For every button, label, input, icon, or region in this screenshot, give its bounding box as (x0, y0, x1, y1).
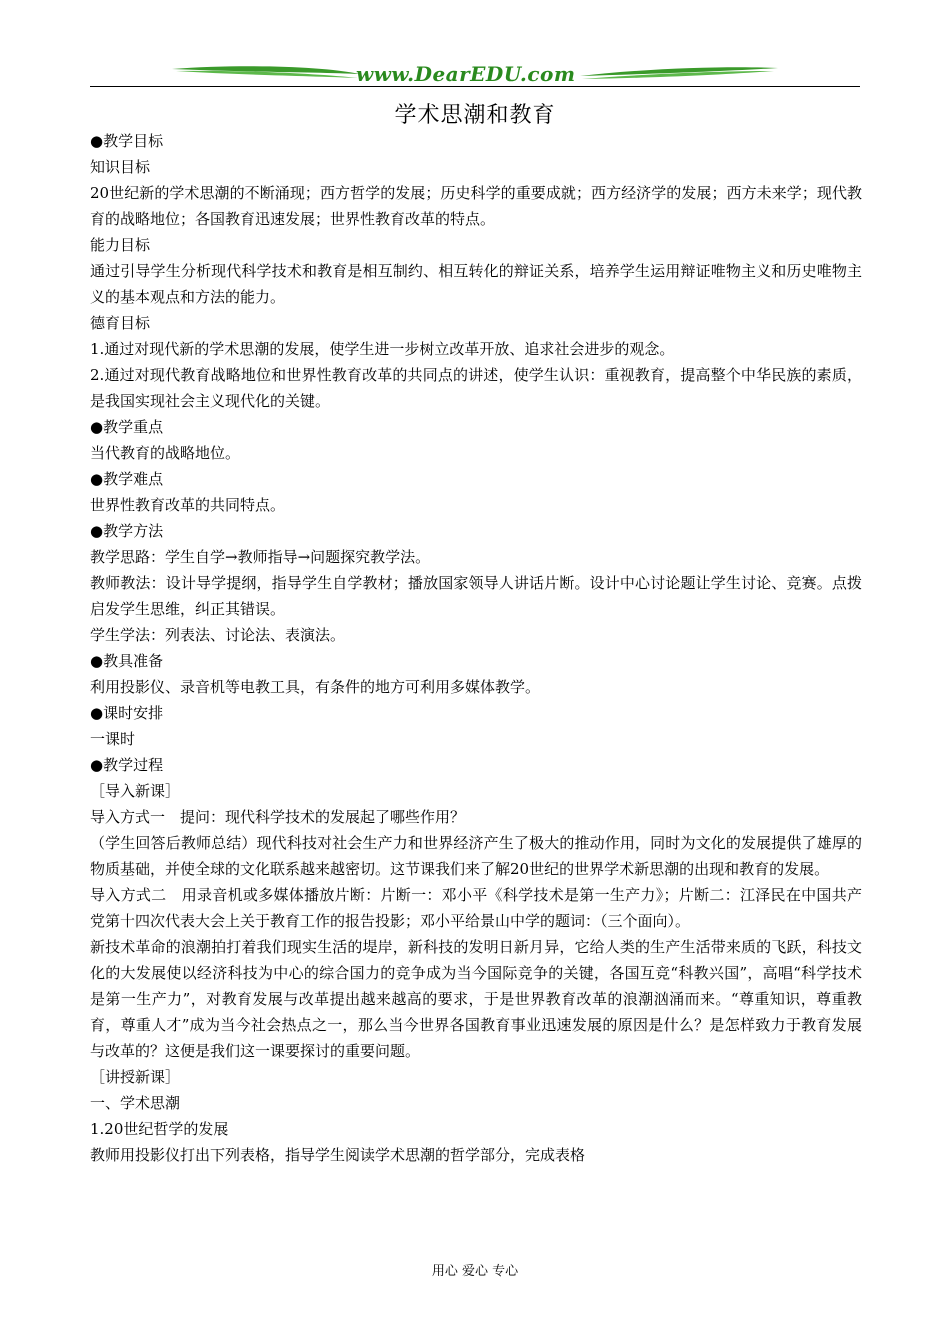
paragraph: 利用投影仪、录音机等电教工具，有条件的地方可利用多媒体教学。 (90, 678, 541, 696)
subheading-moral: 德育目标 (90, 314, 151, 332)
section-heading-difficulties: ●教学难点 (90, 470, 164, 488)
paragraph: 当代教育的战略地位。 (90, 444, 241, 462)
paragraph: 20世纪新的学术思潮的不断涌现；西方哲学的发展；历史科学的重要成就；西方经济学的发展；西方未来学；现代教育的战略地位；各国教育迅速发展；世界性教育改革的特点。 (90, 184, 862, 228)
paragraph: 学生学法：列表法、讨论法、表演法。 (90, 626, 346, 644)
section-heading-key-points: ●教学重点 (90, 418, 164, 436)
paragraph: 教师用投影仪打出下列表格，指导学生阅读学术思潮的哲学部分，完成表格 (90, 1146, 586, 1164)
paragraph: 导入方式二 用录音机或多媒体播放片断：片断一：邓小平《科学技术是第一生产力》；片断二：江泽民在中国共产党第十四次代表大会上关于教育工作的报告投影；邓小平给景山中学的题词：（三个面向）。 (90, 886, 862, 930)
paragraph: 一课时 (90, 730, 136, 748)
paragraph: 1.20世纪哲学的发展 (90, 1120, 229, 1138)
section-heading-methods: ●教学方法 (90, 522, 164, 540)
paragraph: 2.通过对现代教育战略地位和世界性教育改革的共同点的讲述，使学生认识：重视教育，提高整个中华民族的素质，是我国实现社会主义现代化的关键。 (90, 366, 862, 410)
subheading-knowledge: 知识目标 (90, 158, 151, 176)
paragraph: 新技术革命的浪潮拍打着我们现实生活的堤岸，新科技的发明日新月异，它给人类的生产生活带来质的飞跃，科技文化的大发展使以经济科技为中心的综合国力的竞争成为当今国际竞争的关键，各国互竞“科教兴国”，高唱“科学技术是第一生产力”，对教育发展与改革提出越来越高的要求，于是世界教育改革的浪潮汹涌而来。“尊重知识，尊重教育，尊重人才”成为当今社会热点之一，那么当今世界各国教育事业迅速发展的原因是什么？是怎样致力于教育发展与改革的？这便是我们这一课要探讨的重要问题。 (90, 938, 862, 1060)
section-heading-process: ●教学过程 (90, 756, 164, 774)
paragraph: 世界性教育改革的共同特点。 (90, 496, 286, 514)
subheading-new-lesson: ［讲授新课］ (90, 1068, 181, 1086)
paragraph: （学生回答后教师总结）现代科技对社会生产力和世界经济产生了极大的推动作用，同时为文化的发展提供了雄厚的物质基础，并使全球的文化联系越来越密切。这节课我们来了解20世纪的世界学术新思潮的出现和教育的发展。 (90, 834, 862, 878)
paragraph: 1.通过对现代新的学术思潮的发展，使学生进一步树立改革开放、追求社会进步的观念。 (90, 340, 675, 358)
page-footer: 用心 爱心 专心 (431, 1264, 519, 1279)
paragraph: 教师教法：设计导学提纲，指导学生自学教材；播放国家领导人讲话片断。设计中心讨论题让学生讨论、竞赛。点拨启发学生思维，纠正其错误。 (90, 574, 862, 618)
section-heading-tools: ●教具准备 (90, 652, 164, 670)
site-logo[interactable]: www.DearEDU.com (356, 62, 576, 86)
paragraph: 通过引导学生分析现代科学技术和教育是相互制约、相互转化的辩证关系，培养学生运用辩证唯物主义和历史唯物主义的基本观点和方法的能力。 (90, 262, 862, 306)
subheading-ability: 能力目标 (90, 236, 151, 254)
document-body (90, 128, 862, 1168)
document-title: 学术思潮和教育 (394, 103, 556, 128)
paragraph: 一、学术思潮 (90, 1094, 181, 1112)
section-heading-schedule: ●课时安排 (90, 704, 164, 722)
paragraph: 导入方式一 提问：现代科学技术的发展起了哪些作用？ (90, 808, 466, 826)
section-heading-objectives: ●教学目标 (90, 132, 164, 150)
paragraph: 教学思路：学生自学→教师指导→问题探究教学法。 (90, 548, 431, 566)
header-divider (90, 86, 860, 87)
subheading-introduction: ［导入新课］ (90, 782, 181, 800)
